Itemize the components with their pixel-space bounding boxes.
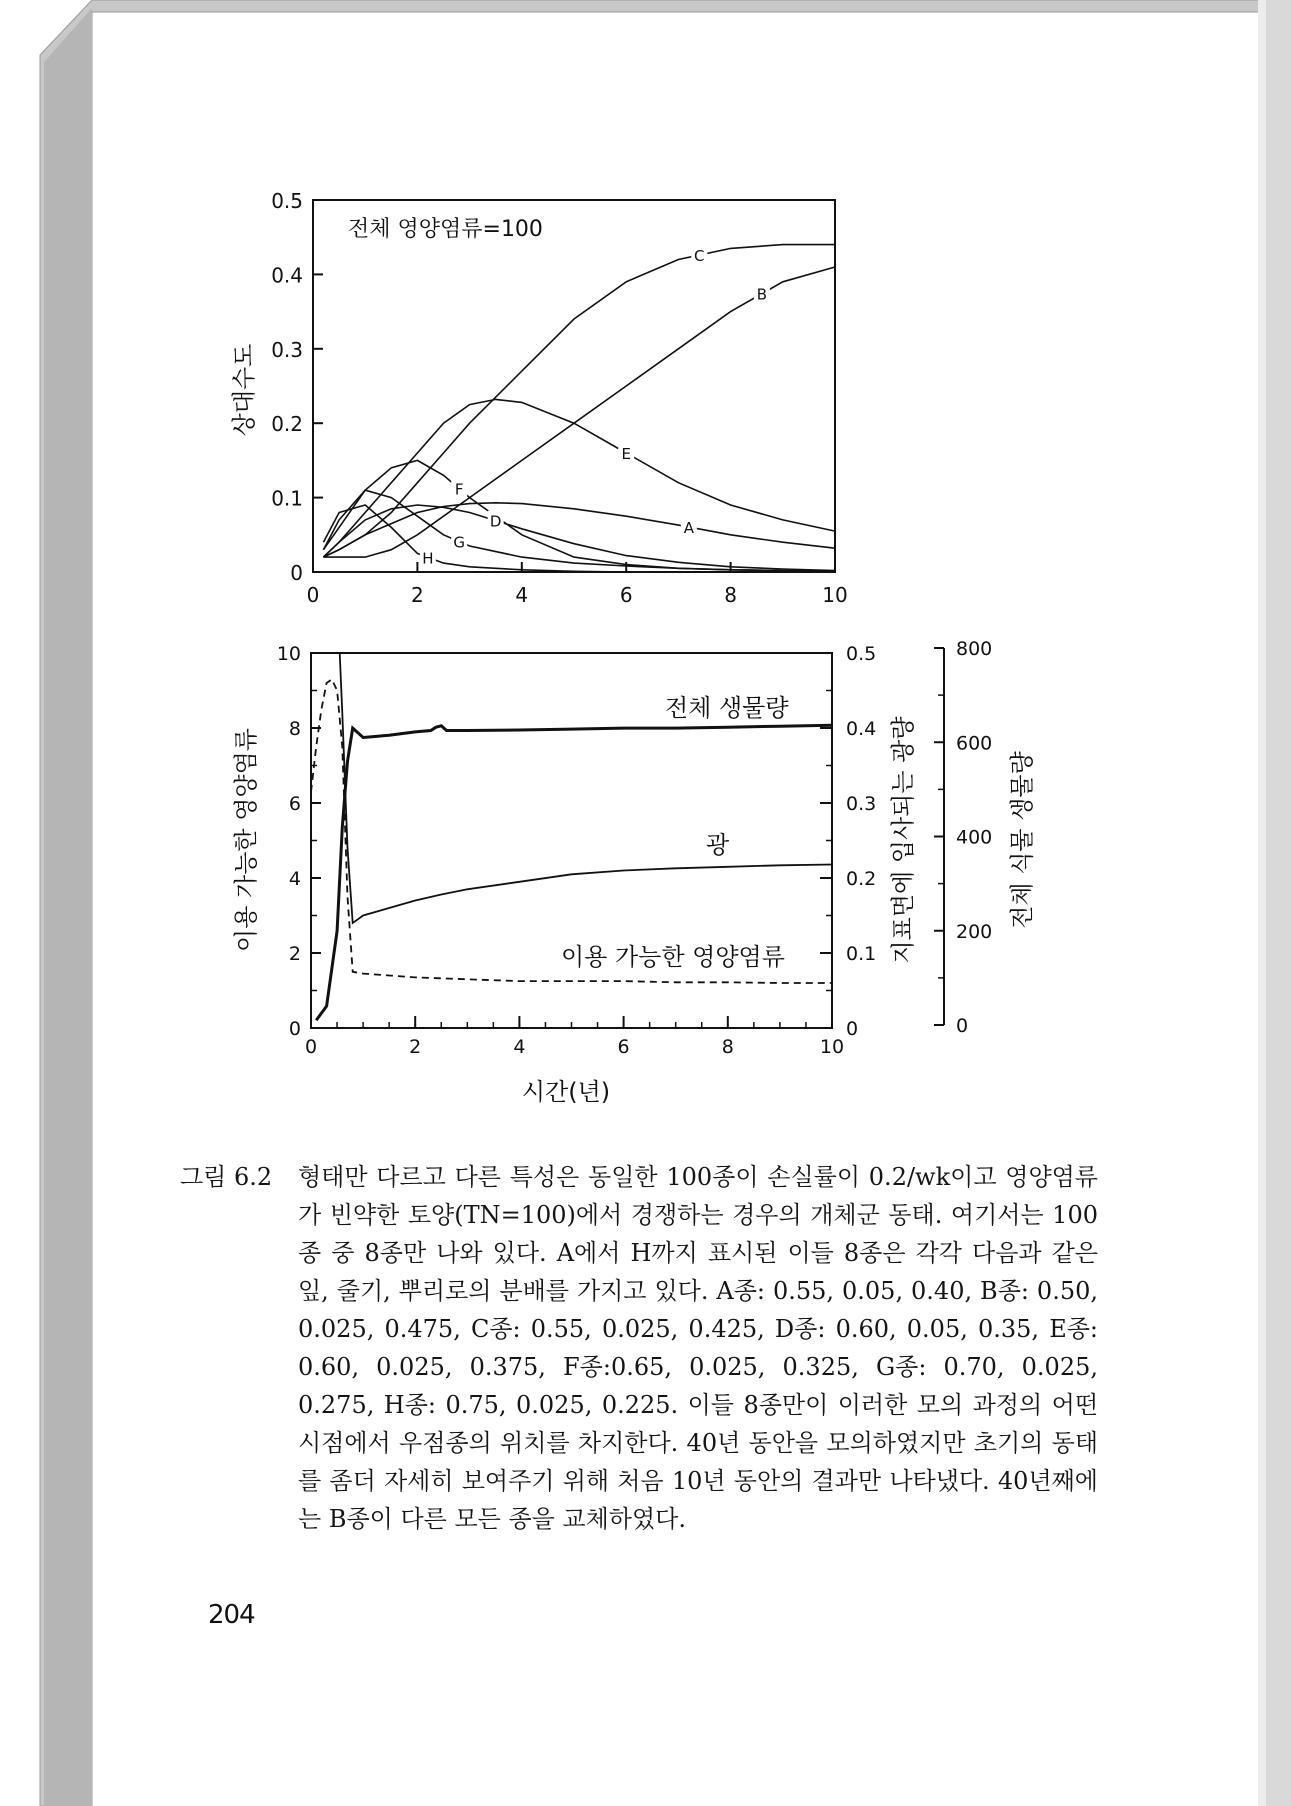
x-tick-label: 0 [304, 1036, 318, 1058]
x-tick-label: 10 [819, 1036, 845, 1058]
y-tick-label-right: 0.5 [846, 643, 877, 665]
x-axis-label: 시간(년) [521, 1078, 611, 1106]
caption-text: 형태만 다르고 다른 특성은 동일한 100종이 손실률이 0.2/wk이고 영양염류가 빈약한 토양(TN=100)에서 경쟁하는 경우의 개체군 동태. 여기서는 100종 중 8종만 나와 있다. A에서 H까지 표시된 이들 8종은 각각 다음과 같은 잎, 줄기, 뿌리로의 분배를 가지고 있다. A종: 0.55, 0.05, 0.40, B종: 0.50, 0.025, 0.475, C종: 0.55, 0.025, 0.425, D종: 0.60, 0.05, 0.35, E종: 0.60, 0.025, 0.375, F종:0.65, 0.025, 0.325, G종: 0.70, 0.025, 0.275, H종: 0.75, 0.025, 0.225. 이들 8종만이 이러한 모의 과정의 어떤 시점에서 우점종의 위치를 차지한다. 40년 동안을 모의하였지만 초기의 동태를 좀더 자세히 보여주기 위해 처음 10년 동안의 결과만 나타냈다. 40년째에는 B종이 다른 모든 종을 교체하였다. [298, 1163, 1098, 1533]
x-tick-label: 0 [306, 583, 320, 607]
series-label-E: E [621, 444, 631, 463]
y-tick-label: 0.2 [271, 412, 303, 437]
series-label-A: A [683, 519, 694, 538]
y-tick-label-right: 0.3 [846, 793, 877, 815]
y-tick-label-right2: 0 [956, 1015, 969, 1037]
axis-tick-labels [277, 638, 992, 1058]
y-tick-label-left: 0 [288, 1018, 301, 1040]
series-label-light: 광 [706, 831, 730, 859]
axis-ticks [311, 648, 944, 1028]
y-tick-label-right: 0.4 [846, 718, 877, 740]
y-tick-label-right: 0 [846, 1018, 859, 1040]
y-tick-label-right: 0.1 [846, 943, 877, 965]
y-tick-label: 0.3 [271, 337, 303, 362]
y-tick-label-right2: 800 [956, 638, 993, 660]
y-tick-label: 0.4 [271, 263, 303, 288]
y-axis-label-right2: 전체 식물 생물량 [1008, 751, 1036, 929]
x-tick-label: 8 [721, 1036, 734, 1058]
y-tick-label: 0.5 [271, 189, 303, 213]
y-tick-label-right2: 200 [956, 920, 993, 943]
x-tick-label: 4 [513, 1036, 526, 1058]
series-label-G: G [453, 533, 465, 552]
y-axis-label-left: 이용 가능한 영양염류 [232, 728, 260, 952]
x-tick-label: 6 [619, 583, 633, 607]
x-tick-label: 6 [617, 1036, 630, 1058]
series-label-nutrient: 이용 가능한 영양염류 [561, 943, 785, 971]
x-tick-label: 2 [411, 583, 424, 607]
y-tick-label-right: 0.2 [846, 868, 877, 890]
series-line-biomass [316, 725, 832, 1020]
y-axis-label: 상대수도 [230, 343, 258, 437]
x-tick-label: 10 [822, 583, 848, 607]
page-number: 204 [208, 1600, 255, 1630]
series-label-C: C [694, 247, 705, 266]
y-tick-label-left: 6 [288, 793, 301, 815]
y-tick-label: 0 [290, 561, 303, 585]
y-tick-label-right2: 600 [956, 732, 993, 755]
y-tick-label: 0.1 [271, 486, 303, 511]
y-axis-label-right: 지표면에 입사되는 광량 [889, 716, 917, 964]
series-label-B: B [756, 285, 768, 304]
x-tick-label: 8 [724, 583, 737, 607]
x-tick-label: 2 [409, 1036, 422, 1058]
series-label-biomass: 전체 생물량 [665, 694, 789, 722]
x-tick-label: 4 [515, 583, 529, 607]
series-line-nutrient [311, 679, 832, 983]
y-tick-label-left: 2 [288, 943, 301, 965]
series-label-F: F [454, 480, 464, 499]
figure-label: 그림 6.2 [180, 1163, 273, 1191]
y-tick-label-right2: 400 [956, 826, 993, 849]
y-tick-label-left: 4 [288, 868, 301, 890]
chart-title: 전체 영양염류=100 [348, 217, 543, 242]
series-label-D: D [489, 512, 502, 531]
y-tick-label-left: 8 [288, 718, 301, 740]
series-label-H: H [422, 549, 434, 568]
y-tick-label-left: 10 [276, 643, 301, 665]
